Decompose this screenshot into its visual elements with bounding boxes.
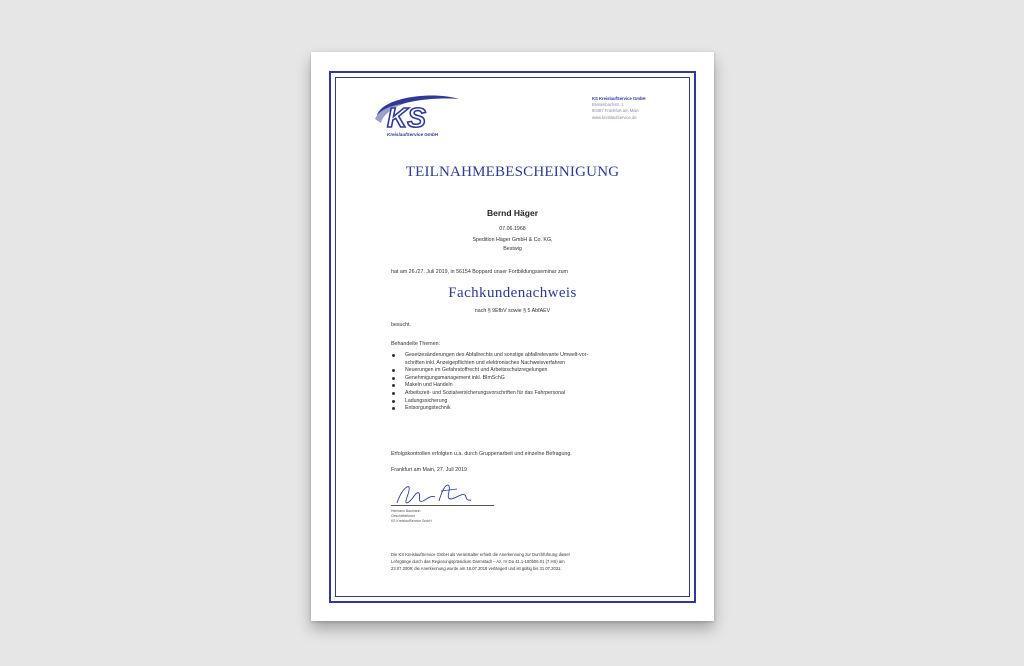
signature-line	[391, 505, 494, 506]
success-note: Erfolgskontrollen erfolgten u.a. durch Gruppenarbeit und einzelne Befragung.	[391, 451, 572, 457]
sender-address	[592, 96, 687, 121]
certificate-title: TEILNAHMEBESCHEINIGUNG	[405, 164, 620, 180]
bullet-icon	[392, 400, 395, 403]
topic-item	[391, 398, 651, 406]
footer-line: Die KS KreislaufService GmbH als Veranstalter erhielt die Anerkennung zur Durchführung dieser	[391, 552, 570, 557]
visited-text: besucht.	[391, 322, 412, 328]
topic-text: Makeln und Handeln	[405, 382, 453, 389]
topic-item	[391, 382, 651, 390]
course-subtitle: nach § 9EfbV sowie § 5 AbfAEV	[474, 308, 551, 314]
certificate-page	[311, 52, 714, 621]
bullet-icon	[392, 384, 395, 387]
birth-date: 07.06.1968	[499, 226, 526, 232]
footer-line: 23.07.2009; die Anerkennung wurde am 16.07.2018 verlängert und ist gültig bis 31.07.2021.	[391, 566, 562, 571]
topic-item	[391, 390, 651, 398]
ks-logo-icon	[373, 89, 465, 141]
topic-item-continued	[391, 360, 651, 368]
logo-text: KS	[387, 102, 426, 133]
participant-company: Spedition Häger GmbH & Co. KG,	[472, 237, 553, 243]
address-street: Breitenbachstr. 1	[592, 102, 624, 108]
signatory-name: Hermann Baumann	[391, 509, 421, 513]
topic-text: Genehmigungsmanagement inkl. BImSchG	[405, 374, 505, 381]
logo-subtext: KreislaufService GmbH	[387, 132, 439, 137]
address-company: KS KreislaufService GmbH	[592, 96, 646, 101]
topic-text: Arbeitszeit- und Sozialversicherungsvorschriften für das Fahrpersonal	[405, 389, 566, 396]
bullet-icon	[392, 392, 395, 395]
bullet-icon	[392, 377, 395, 380]
participant-city: Bestwig	[503, 246, 522, 252]
topic-text: schriften inkl. Anzeigepflichten und elektronisches Nachweisverfahren	[405, 359, 566, 366]
intro-text: hat am 26./27. Juli 2019, in 56154 Boppard unser Fortbildungsseminar zum	[391, 269, 568, 275]
topic-text: Neuerungen im Gefahrstoffrecht und Arbeitsschutzregelungen	[405, 367, 548, 374]
address-web: www.kreislaufservice.de	[592, 114, 637, 120]
footer-line: Lehrgänge durch das Regierungspräsidium Darmstadt – Az. IV Da 41.1-100b06.01 (7.HS) am	[391, 559, 565, 564]
topics-list	[391, 352, 651, 413]
place-date: Frankfurt am Main, 27. Juli 2019	[391, 467, 467, 473]
participant-name: Bernd Häger	[486, 208, 538, 218]
signatory-role: Geschäftsführer	[391, 514, 416, 518]
topics-heading: Behandelte Themen:	[391, 341, 441, 347]
address-city: 60487 Frankfurt am Main	[592, 108, 639, 114]
course-title: Fachkundenachweis	[448, 285, 577, 301]
accreditation-footer	[391, 551, 641, 572]
signatory-company: KS KreislaufService GmbH	[391, 519, 432, 523]
bullet-icon	[392, 354, 395, 357]
topic-item	[391, 375, 651, 383]
topic-item	[391, 405, 651, 413]
topic-text: Ladungssicherung	[405, 397, 448, 404]
certificate-content	[311, 52, 714, 621]
topic-text: Gesetzesänderungen des Abfallrechts und sonstige abfallrelevante Umwelt-vor-	[405, 352, 589, 358]
bullet-icon	[392, 407, 395, 410]
bullet-icon	[392, 369, 395, 372]
topic-text: Entsorgungstechnik	[405, 405, 451, 412]
topic-item	[391, 367, 651, 375]
topic-item	[391, 352, 651, 360]
